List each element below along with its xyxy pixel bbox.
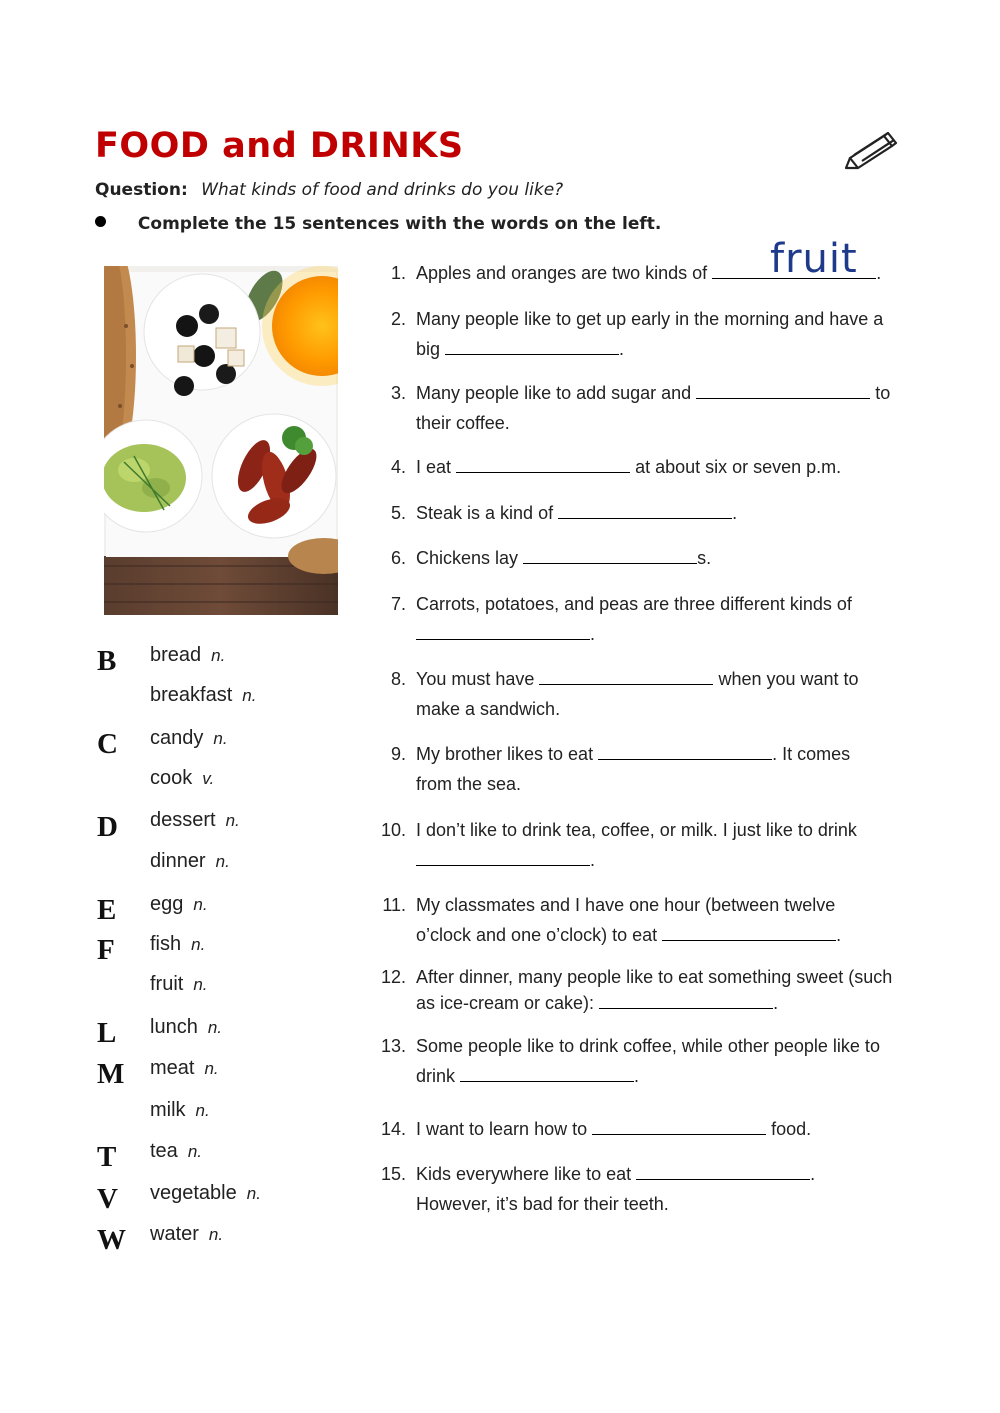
word-bank-letter: V [97, 1183, 118, 1215]
answer-blank[interactable] [599, 988, 773, 1009]
answer-blank[interactable] [539, 664, 713, 685]
question-item: 6. Chickens lay s. [372, 543, 912, 573]
answer-blank[interactable] [416, 845, 590, 866]
answer-blank[interactable] [445, 334, 619, 355]
question-item: 8. You must have when you want to make a sandwich. [372, 664, 912, 724]
word-bank-letter: W [97, 1224, 126, 1256]
word-bank-item: meat n. [150, 1057, 219, 1079]
word-bank-letter: M [97, 1058, 125, 1090]
question-item: 7. Carrots, potatoes, and peas are three different kinds of . [390, 594, 852, 644]
answer-blank[interactable] [558, 498, 732, 519]
question-item: 15. Kids everywhere like to eat . However, it’s bad for their teeth. [372, 1159, 912, 1219]
word-bank-item: candy n. [150, 727, 228, 749]
word-bank-letter: T [97, 1141, 117, 1173]
word-bank-letter: B [97, 645, 117, 677]
word-bank-item: lunch n. [150, 1016, 222, 1038]
answer-blank[interactable] [456, 452, 630, 473]
answer-blank[interactable] [416, 619, 590, 640]
question-item: 5. Steak is a kind of . [372, 498, 912, 528]
word-bank-item: bread n. [150, 644, 226, 666]
answer-blank[interactable] [598, 739, 772, 760]
answer-blank[interactable] [662, 920, 836, 941]
page-title: FOOD and DRINKS [95, 126, 464, 166]
question-item: 14. I want to learn how to food. [372, 1114, 912, 1144]
word-bank-letter: L [97, 1017, 117, 1049]
word-bank-letter: C [97, 728, 118, 760]
word-bank-letter: F [97, 934, 115, 966]
question-item: 2. Many people like to get up early in the morning and have a big . [390, 309, 884, 359]
word-bank-item: fish n. [150, 933, 206, 955]
word-bank-item: dinner n. [150, 850, 230, 872]
word-bank-item: fruit n. [150, 973, 208, 995]
word-bank-item: vegetable n. [150, 1182, 261, 1204]
answer-blank[interactable] [460, 1061, 634, 1082]
word-bank-letter: E [97, 894, 117, 926]
word-bank-item: water n. [150, 1223, 224, 1245]
word-bank [97, 0, 337, 1413]
instruction-text: Complete the 15 sentences with the words on the left. [137, 214, 662, 234]
answer-blank[interactable] [636, 1159, 810, 1180]
question-item: 9. My brother likes to eat . It comes from the sea. [372, 739, 912, 799]
word-bank-item: cook v. [150, 767, 215, 789]
question-text: What kinds of food and drinks do you like? [201, 180, 564, 200]
question-item: 10. I don’t like to drink tea, coffee, or milk. I just like to drink . [380, 820, 857, 870]
question-item: 4. I eat at about six or seven p.m. [372, 452, 912, 482]
question-label: Question: [95, 180, 188, 200]
answer-blank[interactable] [523, 543, 697, 564]
question-item: 1. Apples and oranges are two kinds of . [372, 258, 912, 288]
answer-blank[interactable] [696, 378, 870, 399]
handwritten-answer: fruit [770, 236, 858, 282]
answer-blank[interactable] [592, 1114, 766, 1135]
answer-blank[interactable] [712, 258, 876, 279]
word-bank-item: dessert n. [150, 809, 240, 831]
question-item: 13. Some people like to drink coffee, while other people like to drink . [380, 1036, 880, 1086]
word-bank-item: tea n. [150, 1140, 202, 1162]
word-bank-item: egg n. [150, 893, 208, 915]
question-item: 11. My classmates and I have one hour (between twelve o’clock and one o’clock) to eat . [382, 895, 842, 945]
word-bank-item: milk n. [150, 1099, 210, 1121]
question-item: 12. After dinner, many people like to eat something sweet (such as ice-cream or cake): . [380, 967, 893, 1013]
pencil-icon [844, 128, 898, 170]
question-item: 3. Many people like to add sugar and to their coffee. [372, 378, 912, 438]
word-bank-letter: D [97, 811, 118, 843]
word-bank-item: breakfast n. [150, 684, 257, 706]
